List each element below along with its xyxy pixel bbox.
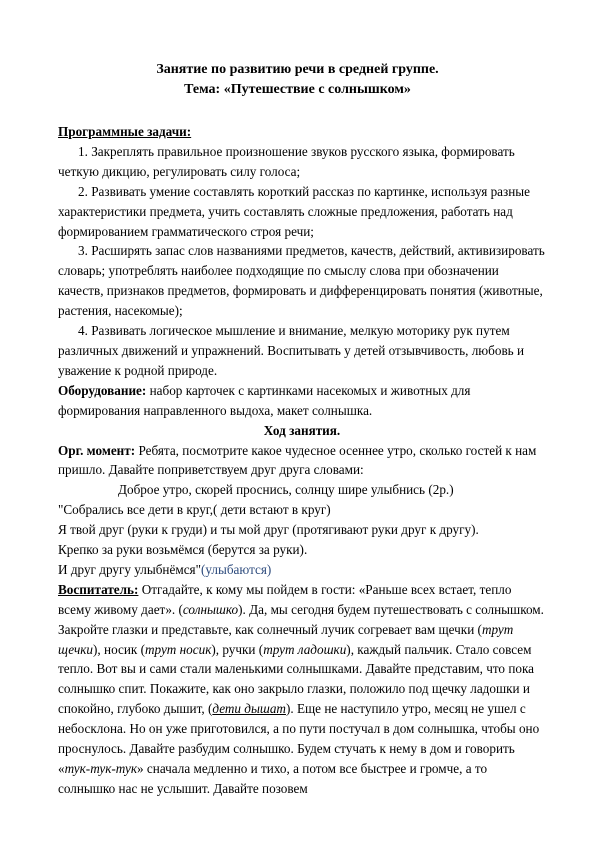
equipment-label: Оборудование:: [58, 382, 147, 398]
game-line-4-text: И друг другу улыбнёмся": [58, 561, 201, 577]
task-item-3: 3. Расширять запас слов названиями предметов, качеств, действий, активизировать словарь; употреблять наиболее подходящие по смыслу слова при обозначении качеств, признаков предметов, формировать и дифференцировать понятия (животные, растения, насекомые);: [58, 243, 545, 319]
teacher-answer-italic: солнышко: [182, 601, 239, 617]
teacher-text-1: Отгадайте, к кому мы пойдем в гости: «Раньше всех встает, тепло всему живому дает». (: [58, 581, 512, 617]
teacher-text-5: ), каждый пальчик. Стало совсем тепло. Вот вы и сами стали маленькими солнышками. Давайте представим, что пока солнышко спит. Покажите, как оно закрыло глазки, положило под щечку ладошки и спокойно, глубоко дышит, (: [58, 641, 535, 717]
equipment-paragraph: [58, 381, 546, 421]
document-title: Занятие по развитию речи в средней группе.: [156, 62, 439, 77]
tasks-heading: Программные задачи:: [58, 124, 192, 139]
game-line-4-action: (улыбаются): [201, 561, 272, 577]
greeting-line: Доброе утро, скорей проснись, солнцу шире улыбнись (2р.): [118, 482, 454, 498]
teacher-text-2: ). Да, мы сегодня будем путешествовать с солнышком. Закройте глазки и представьте, как солнечный лучик согревает вам щечки (: [58, 601, 544, 637]
equipment-text: набор карточек с картинками насекомых и животных для формирования направленного выдоха, макет солнышка.: [58, 382, 471, 418]
org-moment-label: Орг. момент:: [58, 442, 136, 458]
teacher-text-6: ). Еще не наступило утро, месяц не ушел с небосклона. Но он уже приготовился, а по пути постучал в дом солнышка, чтобы оно проснулось. Давайте разбудим солнышко. Будем стучать к нему в дом и говорить «: [58, 701, 540, 776]
teacher-text-3: ), носик (: [93, 641, 146, 657]
teacher-action-cheeks: трут щечки: [58, 621, 514, 657]
teacher-action-breathe: дети дышат: [212, 701, 286, 717]
teacher-action-palms: трут ладошки: [263, 641, 347, 657]
teacher-action-knock: тук-тук-тук: [64, 761, 138, 776]
task-item-1: 1. Закреплять правильное произношение звуков русского языка, формировать четкую дикцию, регулировать силу голоса;: [58, 143, 515, 179]
teacher-paragraph: [58, 580, 546, 799]
game-line-2: Я твой друг (руки к груди) и ты мой друг (протягивают руки друг к другу).: [58, 522, 479, 538]
org-moment-text: Ребята, посмотрите какое чудесное осеннее утро, сколько гостей к нам пришло. Давайте поприветствуем друг друга словами:: [58, 442, 537, 478]
document-body: [58, 122, 546, 799]
document-topic: Тема: «Путешествие с солнышком»: [184, 82, 411, 97]
lesson-heading: Ход занятия.: [263, 422, 341, 438]
teacher-text-4: ), ручки (: [211, 641, 264, 657]
teacher-label: Воспитатель:: [58, 581, 139, 597]
game-line-4: [58, 560, 546, 580]
game-line-1: "Собрались все дети в круг,( дети встают в круг): [58, 502, 331, 518]
org-moment-paragraph: [58, 441, 546, 481]
task-item-2: 2. Развивать умение составлять короткий рассказ по картинке, используя разные характеристики предмета, учить составлять сложные предложения, работать над формированием грамматического строя речи;: [58, 183, 531, 239]
teacher-text-7: » сначала медленно и тихо, а потом все быстрее и громче, а то солнышко нас не услышит. Давайте позовем: [58, 761, 488, 796]
game-line-3: Крепко за руки возьмёмся (берутся за руки).: [58, 542, 308, 558]
task-item-4: 4. Развивать логическое мышление и внимание, мелкую моторику рук путем различных движений и упражнений. Воспитывать у детей отзывчивость, любовь и уважение к родной природе.: [58, 323, 525, 378]
teacher-action-nose: трут носик: [145, 641, 212, 657]
